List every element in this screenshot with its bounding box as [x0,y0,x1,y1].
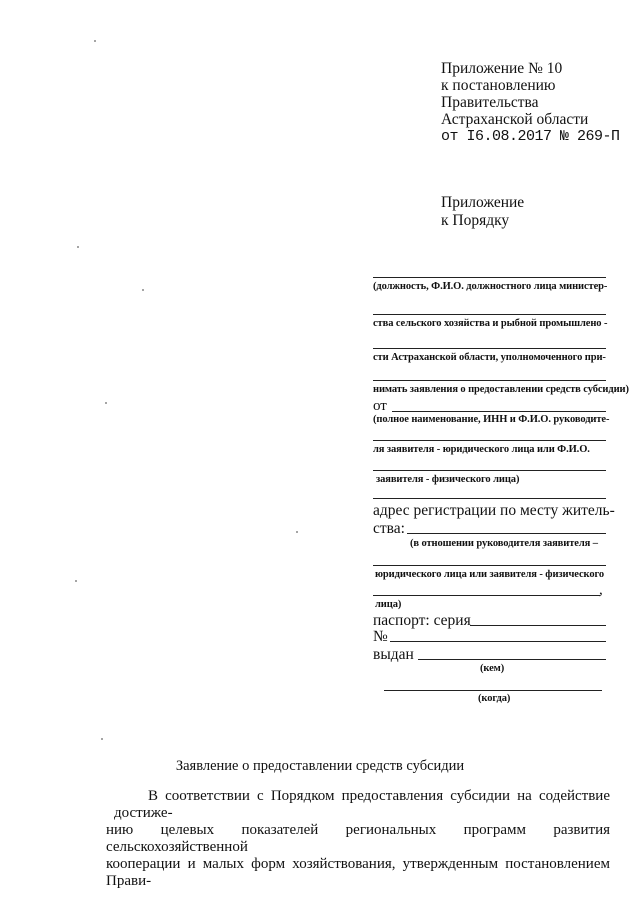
blank-line [373,470,606,471]
address-label: адрес регистрации по месту житель- [373,502,615,519]
blank-line [373,348,606,349]
blank-line [392,411,606,412]
appendix2-line: к Порядку [441,212,510,229]
body-paragraph [106,788,610,890]
hint-head-cont: юридического лица или заявителя - физического [375,569,605,580]
from-label: от [373,398,387,414]
scan-speck [75,580,77,582]
appendix2-line: Приложение [441,194,525,211]
appendix-to-order [441,194,524,230]
appendix-line: Правительства [441,94,539,111]
appendix-line: к постановлению [441,77,556,94]
scan-speck [94,40,96,42]
appendix-line: Приложение № 10 [441,60,563,77]
by-whom-hint: (кем) [480,663,505,674]
when-hint: (когда) [478,693,511,704]
address-label-cont: ства: [373,520,405,537]
passport-number-line [390,641,606,642]
scan-speck [142,289,144,291]
scan-speck [77,246,79,248]
scan-speck [105,402,107,404]
document-title: Заявление о предоставлении средств субсидии [175,758,465,774]
blank-line [373,440,606,441]
scan-speck [101,738,103,740]
issued-date-line [384,690,602,691]
appendix-header [441,60,620,145]
hint-face: лица) [375,599,402,610]
blank-line [373,314,606,315]
hint-head: (в отношении руководителя заявителя – [410,538,598,549]
hint-position: (должность, Ф.И.О. должностного лица министер- [373,281,608,292]
passport-series-line [470,625,606,626]
blank-line [373,277,606,278]
paragraph-line: кооперации и малых форм хозяйствования, утвержденным постановлением Прави- [106,856,610,889]
hint-individual: заявителя - физического лица) [376,474,520,485]
hint-ministry: ства сельского хозяйства и рыбной промышлено - [373,318,608,329]
scan-speck [296,531,298,533]
blank-line [407,533,606,534]
hint-region: сти Астраханской области, уполномоченного при- [373,352,606,363]
issued-label: выдан [373,646,414,663]
hint-applicant-name: (полное наименование, ИНН и Ф.И.О. руководите- [373,414,610,425]
paragraph-line: В соответствии с Порядком предоставления субсидии на содействие достиже- [114,788,610,821]
blank-line [373,498,606,499]
blank-line [373,565,606,566]
blank-line [373,595,600,596]
blank-line [373,380,606,381]
paragraph-line: нию целевых показателей региональных программ развития сельскохозяйственной [106,822,610,855]
appendix-line: Астраханской области [441,111,589,128]
number-label: № [373,628,388,645]
comma: , [599,582,603,598]
hint-legal-entity: ля заявителя - юридического лица или Ф.И.О. [373,444,590,455]
hint-accept: нимать заявления о предоставлении средств субсидии) [373,384,629,395]
decree-date: от I6.08.2017 № 269-П [441,128,620,145]
issued-by-line [418,659,606,660]
passport-label: паспорт: серия [373,612,471,629]
